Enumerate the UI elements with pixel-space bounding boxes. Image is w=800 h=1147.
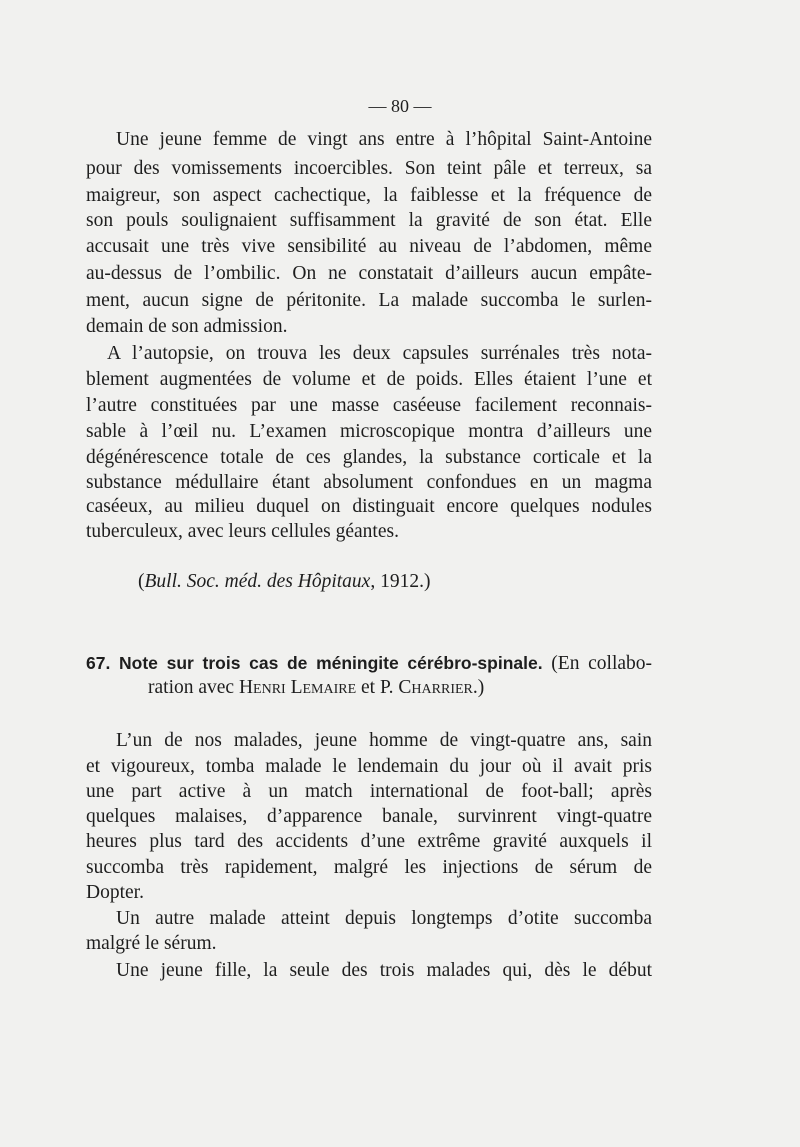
collab-end: .) [472, 677, 485, 698]
paragraph-line: Une jeune fille, la seule des trois malades qui, dès le début [116, 960, 652, 981]
paragraph-line: son pouls soulignaient suffisamment la gravité de son état. Elle [86, 210, 652, 231]
paragraph-line: Dopter. [86, 882, 144, 903]
collab-and: et [356, 677, 380, 698]
page-number: — 80 — [368, 96, 432, 116]
paragraph-line: demain de son admission. [86, 316, 288, 337]
paragraph-line: heures plus tard des accidents d’une extrême gravité auxquels il [86, 831, 652, 852]
paragraph-line: l’autre constituées par une masse caséeuse facilement reconnais- [86, 395, 652, 416]
entry-collaborators [148, 676, 484, 700]
paragraph-line: Un autre malade atteint depuis longtemps d’otite succomba [116, 908, 652, 929]
author-charrier: P. Charrier [379, 677, 473, 698]
paragraph-line: accusait une très vive sensibilité au niveau de l’abdomen, même [86, 236, 652, 257]
citation-open: ( [138, 571, 145, 592]
entry-number: 67. [86, 653, 111, 673]
entry-collab-start: (En collabo- [542, 653, 653, 674]
paragraph-line: blement augmentées de volume et de poids. Elles étaient l’une et [86, 369, 652, 390]
paragraph-line: ment, aucun signe de péritonite. La malade succomba le surlen- [86, 290, 652, 311]
paragraph-line: succomba très rapidement, malgré les injections de sérum de [86, 857, 652, 878]
paragraph-line: malgré le sérum. [86, 933, 217, 954]
entry-title: Note sur trois cas de méningite cérébro-spinale. [119, 653, 543, 673]
paragraph-line: sable à l’œil nu. L’examen microscopique montra d’ailleurs une [86, 421, 652, 442]
author-lemaire: Henri Lemaire [238, 677, 357, 698]
paragraph-line: caséeux, au milieu duquel on distinguait encore quelques nodules [86, 496, 652, 517]
paragraph-line: dégénérescence totale de ces glandes, la substance corticale et la [86, 447, 652, 468]
citation-year: , 1912.) [370, 571, 431, 592]
paragraph-line: pour des vomissements incoercibles. Son teint pâle et terreux, sa [86, 158, 652, 179]
paragraph-line: au-dessus de l’ombilic. On ne constatait d’ailleurs aucun empâte- [86, 263, 652, 284]
paragraph-line: L’un de nos malades, jeune homme de vingt-quatre ans, sain [116, 730, 652, 751]
paragraph-line: substance médullaire étant absolument confondues en un magma [86, 472, 652, 493]
paragraph-line: Une jeune femme de vingt ans entre à l’hôpital Saint-Antoine [116, 129, 652, 150]
paragraph-line: une part active à un match international de foot-ball; après [86, 781, 652, 802]
citation [138, 570, 430, 594]
entry-heading [86, 651, 652, 676]
citation-source: Bull. Soc. méd. des Hôpitaux [144, 571, 371, 592]
collab-intro: ration avec [148, 677, 239, 698]
paragraph-line: et vigoureux, tomba malade le lendemain du jour où il avait pris [86, 756, 652, 777]
paragraph-line: maigreur, son aspect cachectique, la faiblesse et la fréquence de [86, 185, 652, 206]
paragraph-line: quelques malaises, d’apparence banale, survinrent vingt-quatre [86, 806, 652, 827]
paragraph-line: A l’autopsie, on trouva les deux capsules surrénales très nota- [107, 343, 652, 364]
paragraph-line: tuberculeux, avec leurs cellules géantes. [86, 521, 399, 542]
